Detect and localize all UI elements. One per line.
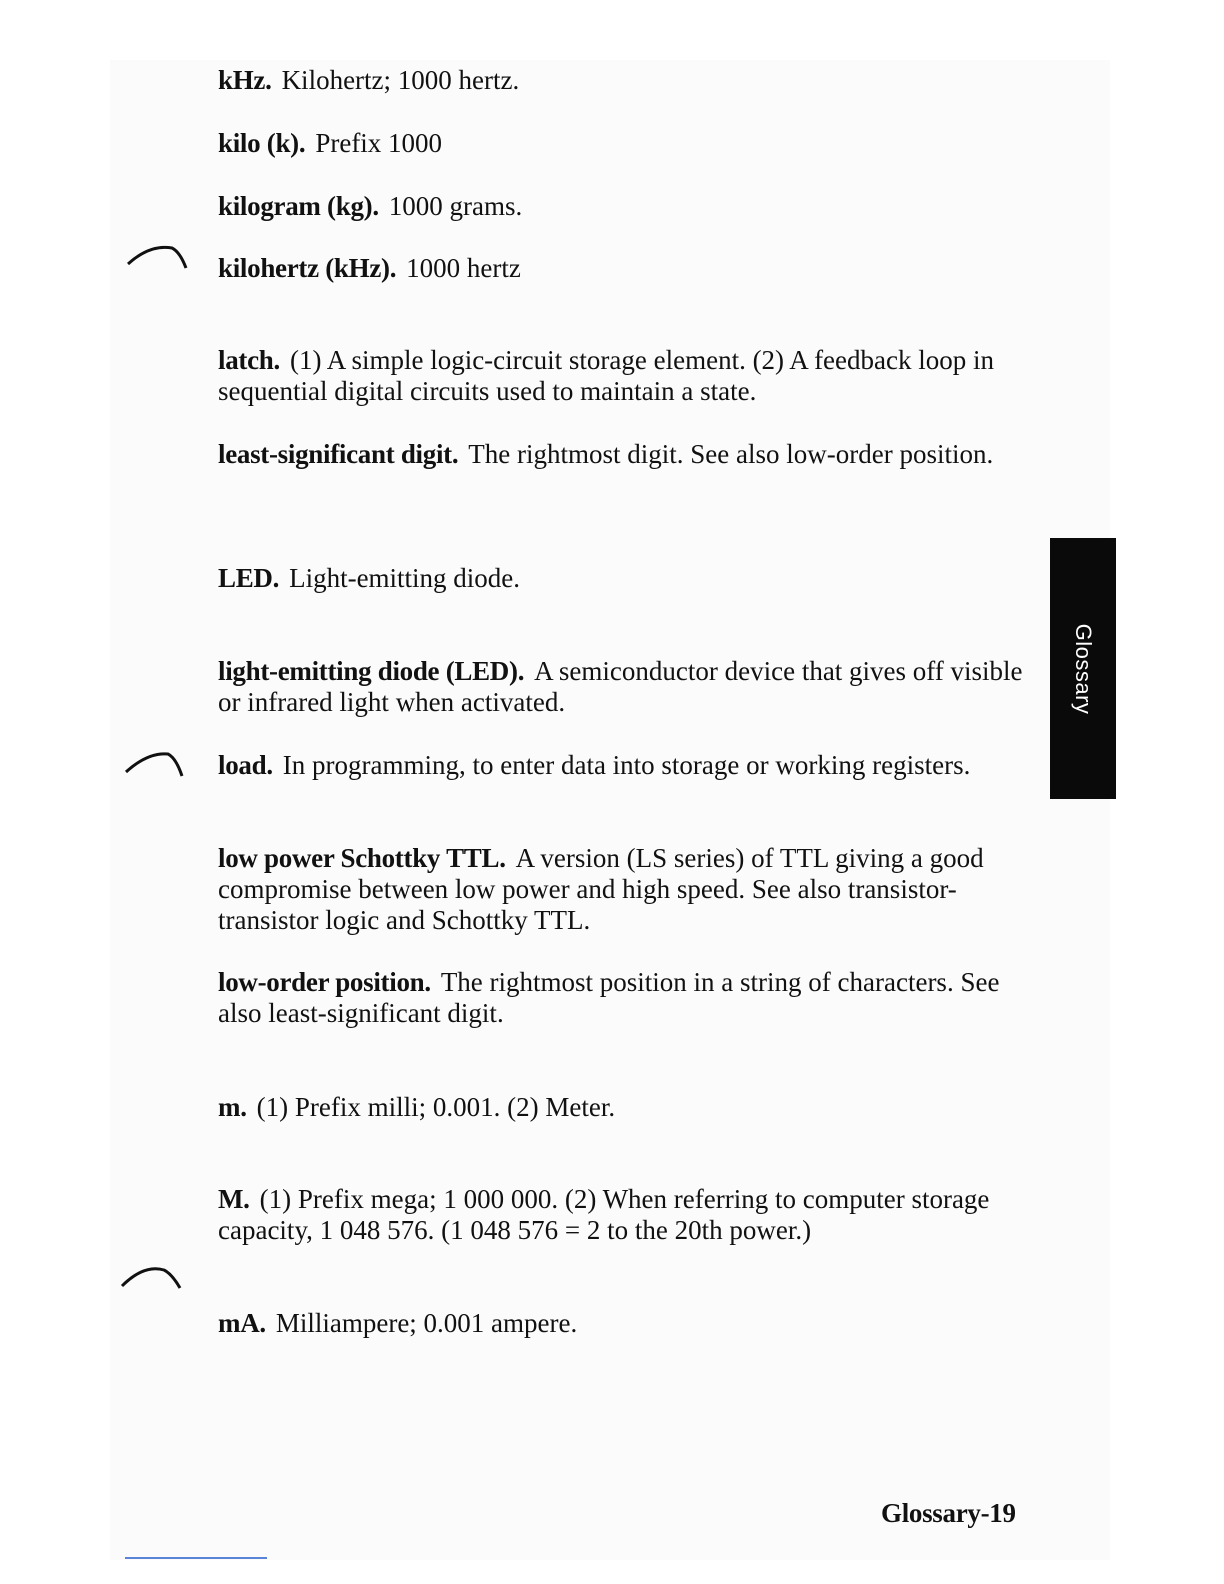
binder-hole-mark-icon [120,750,190,780]
entry-definition: A version (LS series) of TTL giving a good compromise between low power and high speed. See also transistor-transistor logic and Schottky TTL. [218,843,984,935]
entry-definition: Kilohertz; 1000 hertz. [281,65,520,95]
glossary-entry [218,1092,1028,1123]
entry-term: latch. [218,345,280,375]
entry-definition: 1000 hertz [406,253,521,283]
glossary-entry [218,253,1028,284]
entry-term: kilo (k). [218,128,306,158]
entry-term: low-order position. [218,967,431,997]
entry-definition: The rightmost digit. See also low-order position. [468,439,994,469]
glossary-entry [218,345,1028,407]
entry-term: kilohertz (kHz). [218,253,397,283]
glossary-entry [218,1184,1028,1246]
glossary-entry [218,750,1028,781]
entry-definition: 1000 grams. [388,191,523,221]
divider [125,1557,267,1559]
entry-term: light-emitting diode (LED). [218,656,525,686]
entry-term: low power Schottky TTL. [218,843,506,873]
glossary-entry [218,1308,1028,1339]
entry-definition: The rightmost position in a string of characters. See also least-significant digit. [218,967,1000,1028]
entry-term: LED. [218,563,280,593]
glossary-entry [218,967,1028,1029]
entry-definition: Light-emitting diode. [289,563,521,593]
entry-definition: In programming, to enter data into storage or working registers. [282,750,971,780]
glossary-entry [218,843,1028,936]
binder-hole-mark-icon [120,244,190,274]
glossary-entry [218,563,1028,594]
entry-definition: A semiconductor device that gives off visible or infrared light when activated. [218,656,1023,717]
entry-definition: (1) A simple logic-circuit storage element. (2) A feedback loop in sequential digital circuits used to maintain a state. [218,345,994,406]
glossary-entry [218,656,1028,718]
section-tab-label: Glossary [1071,623,1096,714]
entry-definition: (1) Prefix mega; 1 000 000. (2) When referring to computer storage capacity, 1 048 576. (1 048 576 = 2 to the 20th power.) [218,1184,990,1245]
glossary-entry [218,128,1028,159]
entry-term: m. [218,1092,247,1122]
glossary-entry [218,191,1028,222]
glossary-section-tab [1050,538,1116,799]
entry-term: kHz. [218,65,272,95]
entry-definition: (1) Prefix milli; 0.001. (2) Meter. [256,1092,616,1122]
entry-term: load. [218,750,273,780]
binder-hole-mark-icon [120,1262,190,1292]
entry-definition: Milliampere; 0.001 ampere. [275,1308,578,1338]
page-number: Glossary-19 [881,1498,1016,1528]
entry-term: kilogram (kg). [218,191,379,221]
glossary-entry [218,439,1028,470]
entry-term: M. [218,1184,250,1214]
entry-term: least-significant digit. [218,439,459,469]
glossary-entry [218,65,1028,96]
entry-term: mA. [218,1308,266,1338]
entry-definition: Prefix 1000 [315,128,443,158]
